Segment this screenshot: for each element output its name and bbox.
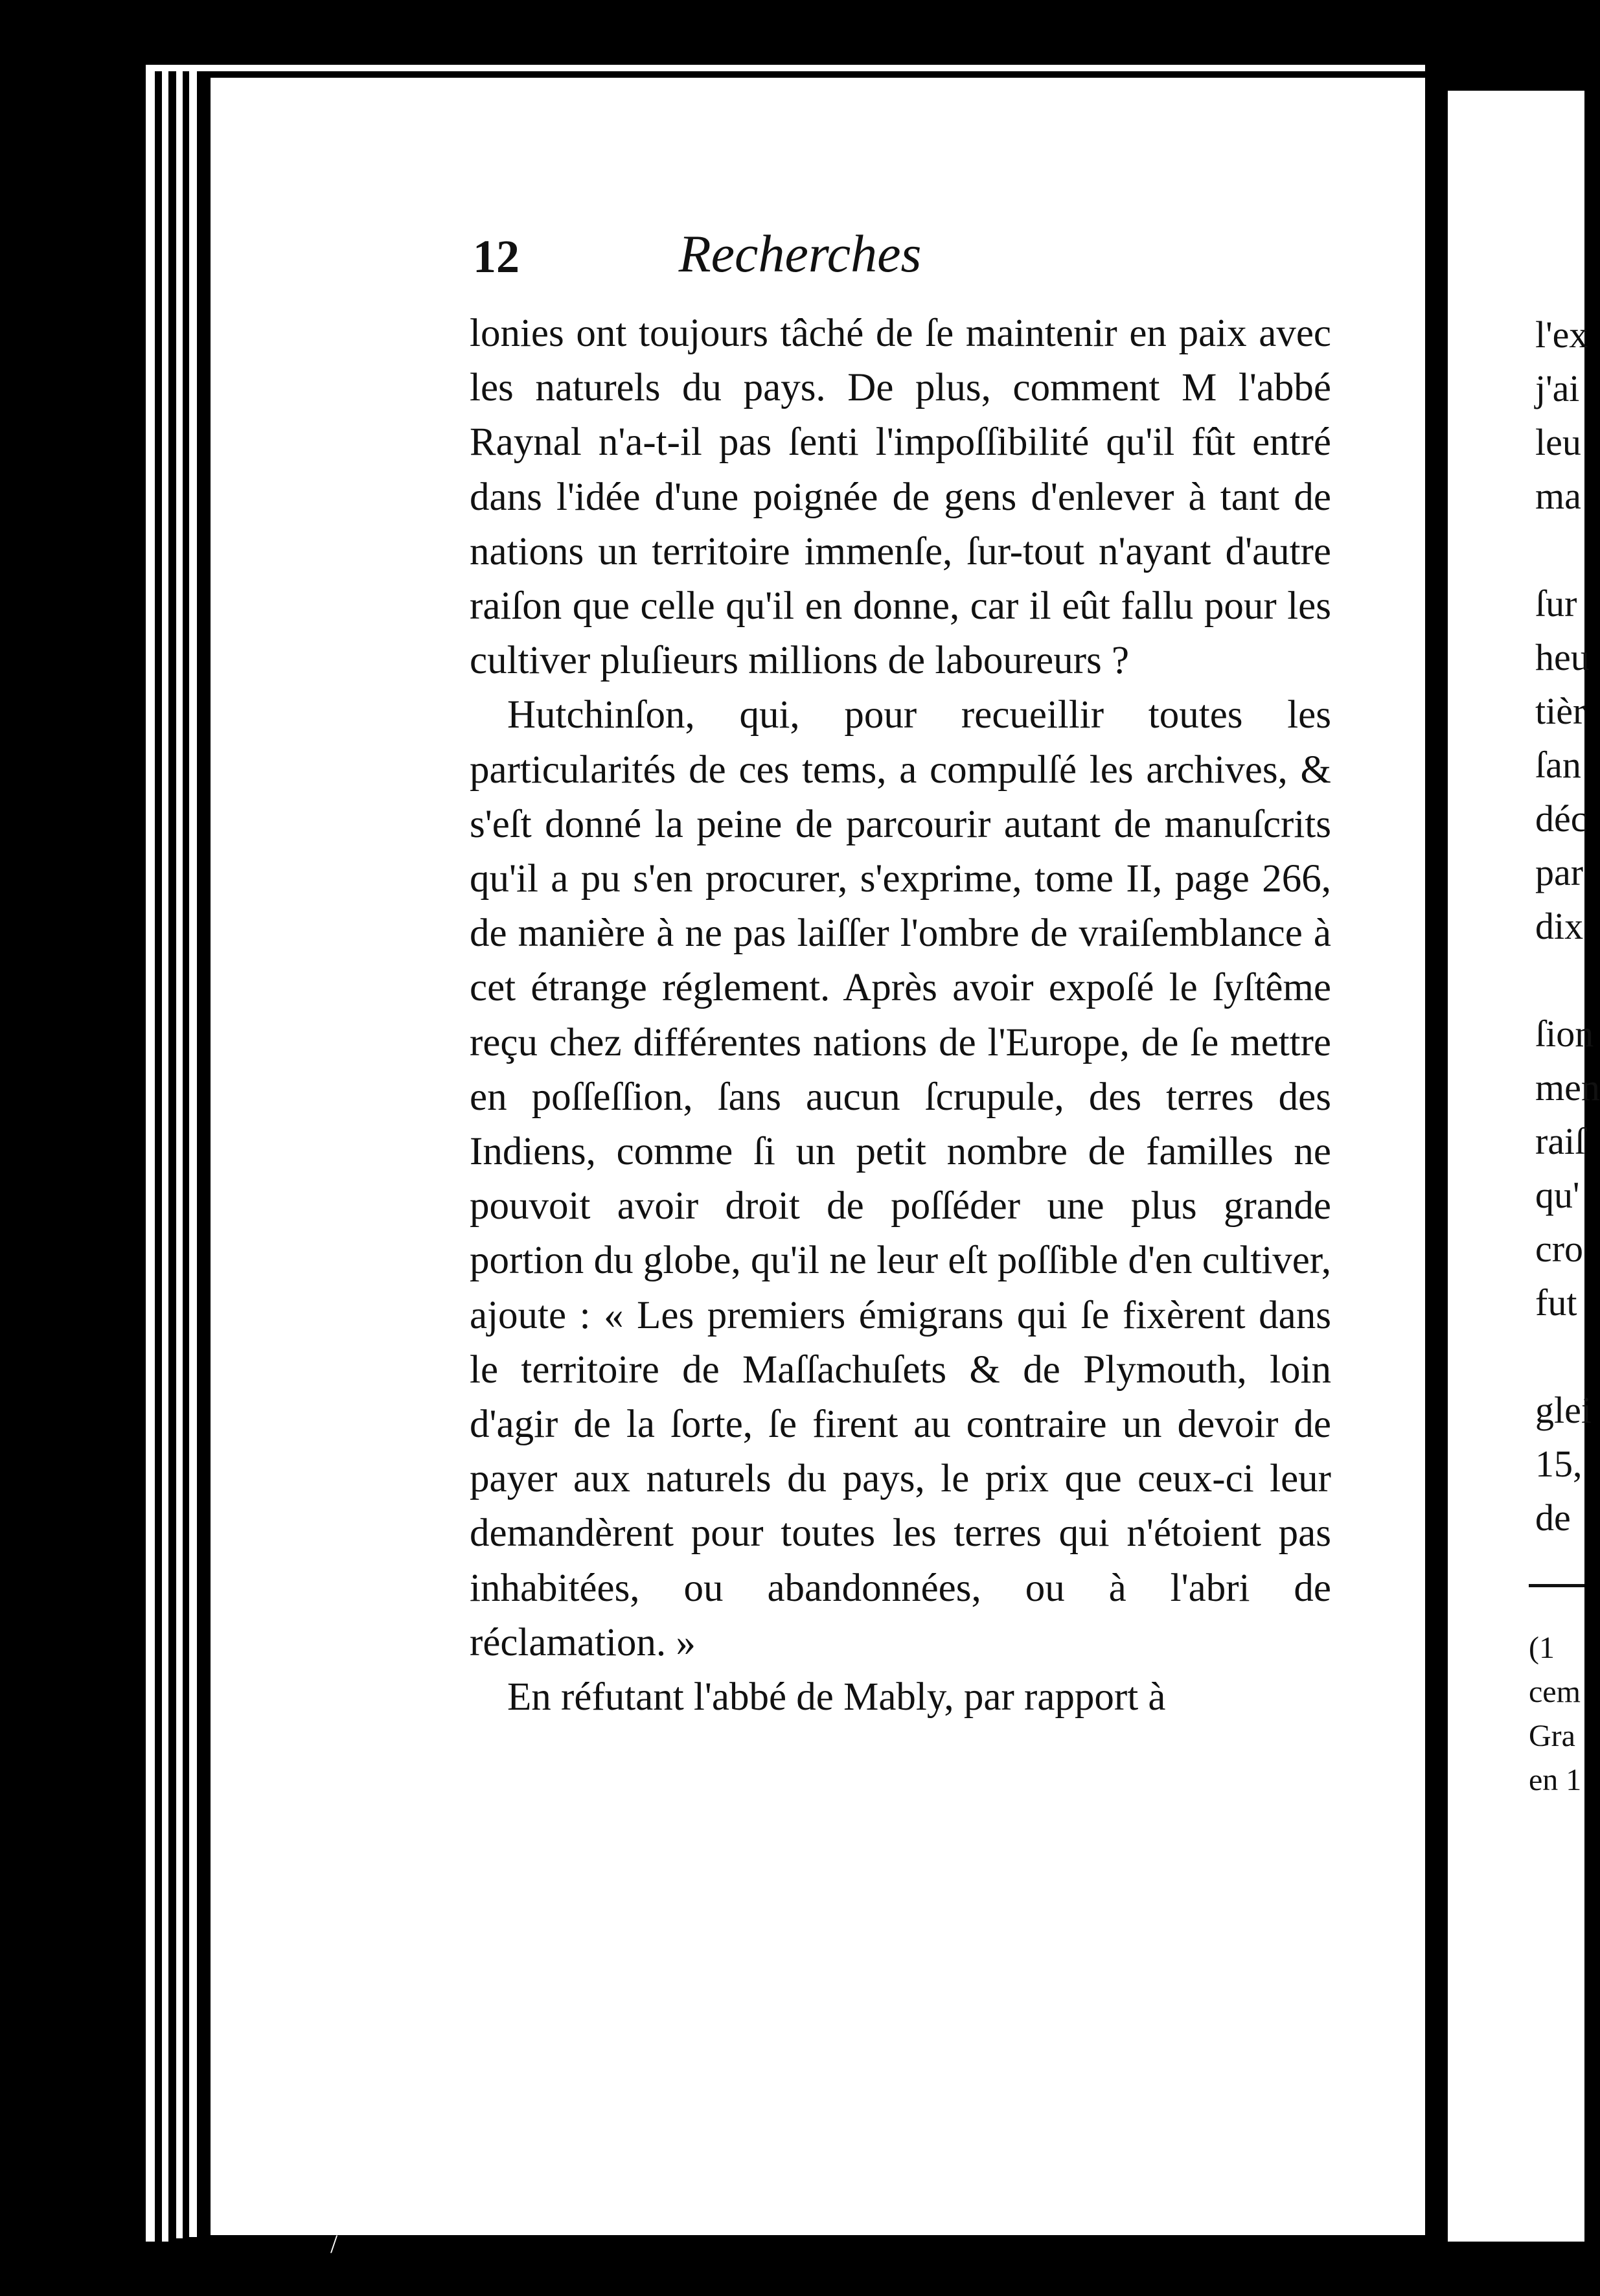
facing-page-footnote-line: en 1: [1529, 1763, 1582, 1797]
facing-page-line: qu': [1535, 1174, 1580, 1216]
facing-page-line: 15,: [1535, 1443, 1583, 1485]
facing-page-footnote-line: cem: [1529, 1675, 1581, 1709]
facing-page-line: ſion: [1535, 1013, 1594, 1055]
facing-page-line: ſur: [1535, 582, 1577, 625]
paragraph: lonies ont toujours tâché de ſe maintenir en paix avec les naturels du pays. De plus, comment M l'abbé Raynal n'a-t-il pas ſenti l'impoſſibilité qu'il fût entré dans l'idée d'une poignée de gens d'enlever à tant de nations un territoire immenſe, ſur-tout n'ayant d'autre raiſon que celle qu'il en donne, car il eût fallu pour les cultiver pluſieurs millions de laboureurs ?: [470, 312, 1331, 683]
facing-page-footnote-line: Gra: [1529, 1719, 1575, 1753]
page-stack-edge: [146, 65, 155, 2242]
facing-page-line: leu: [1535, 421, 1581, 463]
facing-page-text: [1535, 308, 1600, 1544]
facing-page-line: ſan: [1535, 744, 1581, 786]
facing-page-line: par: [1535, 851, 1584, 893]
facing-page-line: dix: [1535, 905, 1584, 947]
facing-page-line: de: [1535, 1497, 1571, 1539]
stray-mark: /: [330, 2229, 338, 2258]
facing-page-line: cro: [1535, 1228, 1584, 1270]
stray-mark: ,: [421, 260, 428, 289]
facing-page-line: tièr: [1535, 690, 1586, 732]
facing-page-line: glei: [1535, 1389, 1592, 1431]
paragraph-gap: [1535, 523, 1587, 577]
facing-page-footnotes: [1529, 1626, 1584, 1802]
facing-page-line: men: [1535, 1066, 1600, 1108]
page-stack-edge: [189, 70, 197, 2237]
facing-page-line: j'ai: [1535, 367, 1580, 409]
facing-page-footnote-line: (1: [1529, 1631, 1555, 1665]
page-stack-edge: [162, 65, 168, 2242]
facing-page-line: ma: [1535, 475, 1581, 517]
footnote-rule: [1529, 1584, 1584, 1587]
facing-page-line: fut: [1535, 1281, 1577, 1324]
page-number: 12: [473, 231, 520, 282]
facing-page-line: heu: [1535, 636, 1590, 678]
facing-page-line: déc: [1535, 798, 1588, 840]
facing-page-line: raiſ: [1535, 1120, 1586, 1162]
paragraph-gap: [1535, 1329, 1587, 1383]
facing-page-line: l'ex: [1535, 314, 1588, 356]
paragraph: En réfutant l'abbé de Mably, par rapport à: [507, 1675, 1166, 1719]
page-top-edge: [146, 65, 1425, 71]
page-header: [259, 224, 1341, 301]
paragraph-gap: [1535, 953, 1587, 1007]
running-head: Recherches: [678, 224, 922, 283]
paragraph: Hutchinſon, qui, pour recueillir toutes les particularités de ces tems, a compulſé les archives, & s'eſt donné la peine de parcourir autant de manuſcrits qu'il a pu s'en procurer, s'exprime, tome II, page 266, de manière à ne pas laiſſer l'ombre de vraiſemblance à cet étrange réglement. Après avoir expoſé le ſyſtême reçu chez différentes nations de l'Europe, de ſe mettre en poſſeſſion, ſans aucun ſcrupule, des terres des Indiens, comme ſi un petit nombre de familles ne pouvoit avoir droit de poſſéder une plus grande portion du globe, qu'il ne leur eſt poſſible d'en cultiver, ajoute : « Les premiers émigrans qui ſe fixèrent dans le territoire de Maſſachuſets & de Plymouth, loin d'agir de la ſorte, ſe firent au contraire un devoir de payer aux naturels du pays, le prix que ceux-ci leur demandèrent pour toutes les terres qui n'étoient pas inhabitées, ou abandonnées, ou à l'abri de réclamation. »: [470, 693, 1331, 1664]
page-stack-edge: [176, 68, 183, 2238]
body-text: [470, 306, 1331, 1725]
